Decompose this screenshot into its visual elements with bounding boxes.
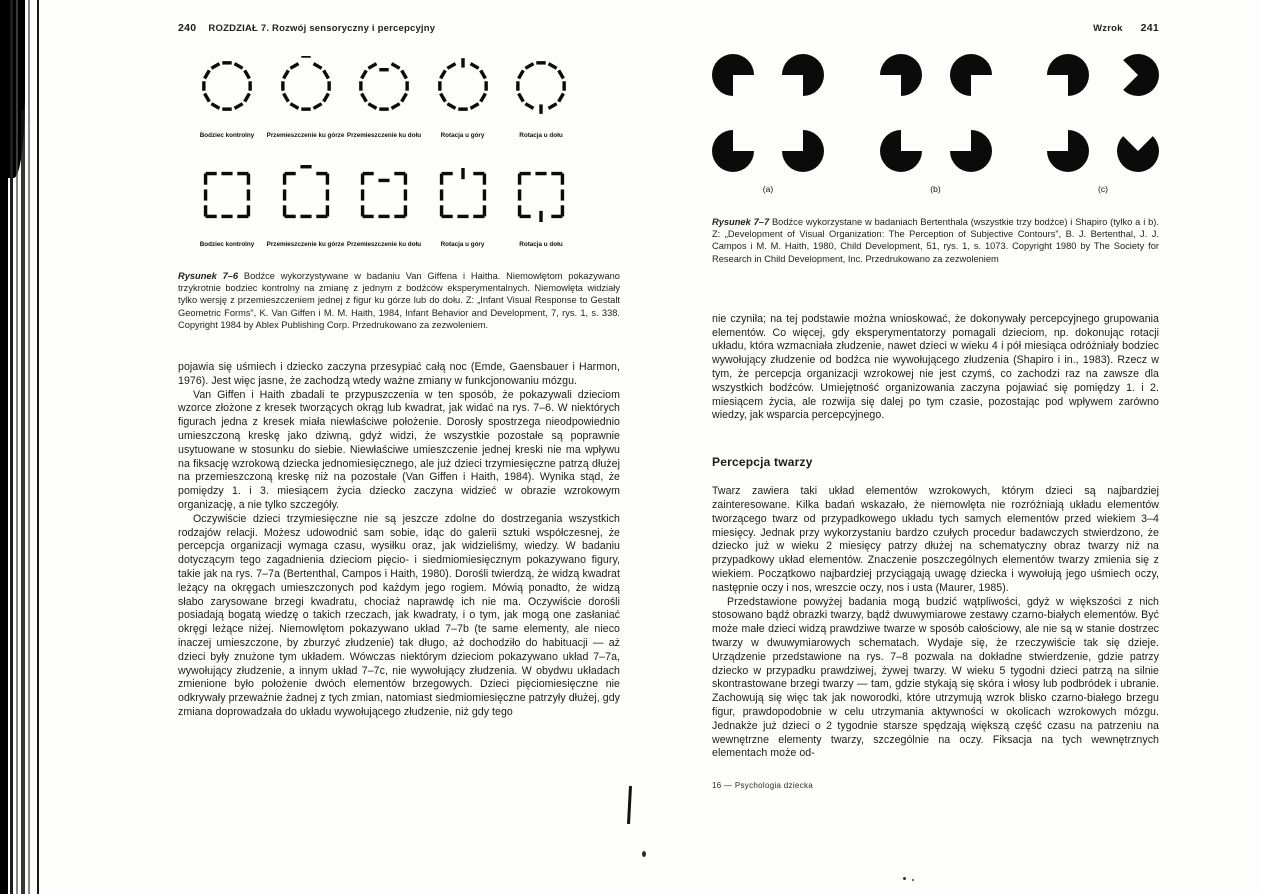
dashed-circle-stimulus [276, 56, 336, 116]
page-footer: 16 — Psychologia dziecka [712, 781, 814, 791]
scan-speck [903, 877, 906, 880]
stimulus-cell [345, 165, 423, 248]
square-stimuli-row [188, 165, 580, 248]
binding-streak [10, 0, 13, 894]
stimulus-cell [188, 56, 266, 139]
left-body-text [178, 361, 620, 720]
body-paragraph: Twarz zawiera taki układ elementów wzrokowych, którym dzieci są najbardziej zainteresowane. Kilka badań wskazało, że niemowlęta nie rozróżniają układu elementów tworzącego twarz od przypadkowego układu tych samych elementów przed wiekiem 3–4 miesięcy. Jednak przy wykorzystaniu bardzo czułych procedur badawczych stwierdzono, że dziecko już w wieku 2 miesięcy patrzy dłużej na schematyczny obraz twarzy niż na przypadkowy układ elementów. Znaczenie poszczególnych elementów twarzy zmienia się z wiekiem. Początkowo najbardziej przyciągają uwagę dziecka i wywołują jego uśmiech oczy, następnie oczy i nos, wreszcie oczy, nos i usta (Maurer, 1985). [712, 485, 1159, 594]
pacman-grid [1047, 54, 1159, 172]
stimulus-label: Przemieszczenie ku górze [266, 241, 345, 248]
stimulus-cell [502, 165, 580, 248]
circle-stimuli-row [188, 56, 580, 139]
group-label: (a) [762, 184, 774, 194]
dashed-square-stimulus [354, 165, 414, 225]
section-heading: Percepcja twarzy [712, 455, 813, 470]
pac-group-a [712, 54, 824, 194]
dashed-circle-stimulus [197, 56, 257, 116]
figure-caption-text: Bodźce wykorzystane w badaniach Bertenthala (wszystkie trzy bodźce) i Shapiro (tylko a i b). Z: „Development of Visual Organization: The Perception of Subjective Contours”, B. J. Bertenthal, J. J. Campos i M. M. Haith, 1980, Child Development, 51, rys. 1, s. 1073. Copyright 1980 by The Society for Research in Child Development, Inc. Przedrukowano za zezwoleniem [712, 217, 1159, 264]
dashed-square-stimulus [276, 165, 336, 225]
stimulus-label: Bodziec kontrolny [199, 132, 255, 139]
dashed-circle-stimulus [354, 56, 414, 116]
stimulus-label: Bodziec kontrolny [199, 241, 255, 248]
running-head-left [178, 22, 620, 34]
stimulus-label: Rotacja u góry [440, 132, 485, 139]
pac-group-c [1047, 54, 1159, 194]
stimulus-cell [502, 56, 580, 139]
stimulus-cell [345, 56, 423, 139]
figure-7-6-caption [178, 270, 620, 331]
figure-7-7-caption [712, 216, 1159, 265]
dashed-square-stimulus [511, 165, 571, 225]
scan-speck [912, 879, 914, 881]
body-paragraph: Oczywiście dzieci trzymiesięczne nie są jeszcze zdolne do dostrzegania wszystkich rodzajów relacji. Możesz udowodnić sam sobie, idąc do galerii sztuki współczesnej, że percepcja organizacji wymaga czasu, wysiłku oraz, jak widzieliśmy, wiedzy. W badaniu dotyczącym tego zagadnienia dzieciom pięcio- i siedmiomiesięcznym pokazywano figury, takie jak na rys. 7–7a (Bertenthal, Campos i Haith, 1980). Dorośli twierdzą, że widzą kwadrat leżący na okręgach umieszczonych pod każdym jego rogiem. Mówią ponadto, że widzą słabo zarysowane brzegi kwadratu, chociaż naprawdę ich nie ma. Oczywiście dorośli posiadają bogatą wiedzę o takich rzeczach, jak kwadraty, i o tym, jak mogą one zasłaniać okręgi leżące niżej. Niemowlętom pokazywano układ 7–7b (te same elementy, ale nieco inaczej umieszczone, by zburzyć złudzenie) tak długo, aż dochodziło do habituacji — aż dzieci były znużone tym układem. Wówczas niektórym dzieciom pokazywano układ 7–7a, wywołujący złudzenie, a innym układ 7–7c, nie wywołujący złudzenia. W obydwu układach zmienione było położenie dwóch elementów brzegowych. Dzieci pięciomiesięczne nie odkrywały przeważnie żadnej z tych zmian, natomiast siedmiomiesięczne patrzyły dłużej, gdy zmiana doprowadzała do układu wywołującego złudzenie, niż gdy tego [178, 512, 620, 718]
body-paragraph: Przedstawione powyżej badania mogą budzić wątpliwości, gdyż w większości z nich stosowano bądź obrazki twarzy, bądź dwuwymiarowe zestawy czarno-białych elementów. Być może małe dzieci widzą prawdziwe twarze w sposób całościowy, ale nie są w stanie dostrzec twarzy w dwuwymiarowych schematach. Wydaje się, że rzeczywiście tak się dzieje. Urządzenie przedstawione na rys. 7–8 pozwala na dokładne stwierdzenie, gdzie patrzy dziecko w przypadku prawdziwej, żywej twarzy. W wieku 5 tygodni dzieci patrzą na silnie skontrastowane brzegi twarzy — tam, gdzie stykają się skóra i włosy lub podbródek i ubranie. Zachowują się więc tak jak noworodki, które utrzymują wzrok blisko czarno-białego brzegu figur, prawdopodobnie w celu utrzymania aktywności w okolicach wzrokowych mózgu. Jednakże już dzieci o 2 tygodnie starsze spędzają większą część czasu na patrzeniu na wewnętrzne elementy twarzy, szczególnie na oczy. Fiksacja na tych wewnętrznych elementach może od- [712, 595, 1159, 760]
dashed-circle-stimulus [511, 56, 571, 116]
page-number: 240 [178, 22, 197, 34]
figure-caption-lead: Rysunek 7–6 [178, 271, 239, 281]
binding-streak [21, 110, 25, 894]
binding-streak [16, 0, 18, 894]
stimulus-label: Rotacja u dołu [519, 132, 563, 139]
page-number: 241 [1140, 22, 1159, 34]
stimulus-label: Przemieszczenie ku dołu [346, 132, 422, 139]
pacman-stimuli-row [712, 54, 1159, 194]
stimulus-label: Przemieszczenie ku górze [266, 132, 345, 139]
chapter-title: ROZDZIAŁ 7. Rozwój sensoryczny i percepcyjny [208, 23, 436, 34]
figure-caption-lead: Rysunek 7–7 [712, 217, 770, 227]
stimulus-cell [267, 56, 345, 139]
section-title: Wzrok [1093, 23, 1123, 34]
body-paragraph: Van Giffen i Haith zbadali te przypuszczenia w ten sposób, że pokazywali dzieciom wzorce złożone z kresek tworzących okrąg lub kwadrat, jak widać na rys. 7–6. W niektórych figurach jedna z kresek miała niewłaściwe położenie. Dorosły spostrzega nieodpowiednio umieszczoną kreskę jako dziwną, gdyż widzi, że wszystkie pozostałe są poprawnie usytuowane w stosunku do siebie. Niewłaściwe umieszczenie jednej kreski nie ma wpływu na fiksację wzrokową dziecka jednomiesięcznego, ale już dzieci trzymiesięczne patrzą dłużej na przemieszczoną kreskę niż na pozostałe (Van Giffen i Haith, 1984). Wynika stąd, że pomiędzy 1. i 3. miesiącem życia dziecko zaczyna widzieć w obrazie wzrokowym organizację, a nie tylko szczegóły. [178, 388, 620, 511]
left-page [178, 22, 620, 720]
figure-7-7 [712, 54, 1159, 265]
body-paragraph: nie czyniła; na tej podstawie można wnioskować, że dokonywały percepcyjnego grupowania elementów. Co więcej, gdy eksperymentatorzy pomagali dzieciom, np. dokonując rotacji układu, która wzmacniała złudzenie, nawet dzieci w wieku 4 i pół miesiąca odróżniały bodziec wywołujący złudzenie od bodźca nie wywołującego złudzenia (Shapiro i in., 1983). Rzecz w tym, że percepcja organizacji wzrokowej nie jest czymś, co zachodzi raz na zawsze dla wszystkich bodźców. Umiejętność organizowania zaczyna pojawiać się pomiędzy 1. i 2. miesiącem życia, ale rozwija się dalej po tym czasie, pozostając pod wpływem zarówno wiedzy, jak wsparcia percepcyjnego. [712, 312, 1159, 422]
right-body-text [712, 313, 1159, 790]
stimulus-cell [424, 165, 502, 248]
center-crease-mark [627, 786, 632, 824]
group-label: (c) [1098, 184, 1108, 194]
pac-group-b [880, 54, 992, 194]
stimulus-cell [267, 165, 345, 248]
group-label: (b) [930, 184, 941, 194]
figure-caption-text: Bodźce wykorzystywane w badaniu Van Giffena i Haitha. Niemowlętom pokazywano trzykrotnie bodziec kontrolny na zmianę z jednym z bodźców eksperymentalnych. Niemowlęta widziały tylko wersję z przemieszczeniem jednej z figur ku górze lub do dołu. Z: „Infant Visual Response to Gestalt Geometric Forms”, K. Van Giffen i M. M. Haith, 1984, Infant Behavior and Development, 7, rys. 1, s. 338. Copyright 1984 by Ablex Publishing Corp. Przedrukowano za zezwoleniem. [178, 271, 620, 330]
stimulus-label: Rotacja u dołu [519, 241, 563, 248]
running-head-right [712, 22, 1159, 34]
dashed-square-stimulus [197, 165, 257, 225]
dashed-circle-stimulus [433, 56, 493, 116]
dashed-square-stimulus [433, 165, 493, 225]
pacman-grid [712, 54, 824, 172]
stimulus-cell [424, 56, 502, 139]
scan-speck [642, 851, 646, 857]
pacman-grid [880, 54, 992, 172]
binding-streak [28, 0, 30, 894]
right-page [712, 22, 1159, 790]
scan-edge-line [37, 0, 39, 894]
stimulus-label: Rotacja u góry [440, 241, 485, 248]
stimulus-label: Przemieszczenie ku dołu [346, 241, 422, 248]
stimulus-cell [188, 165, 266, 248]
body-paragraph: pojawia się uśmiech i dziecko zaczyna przesypiać całą noc (Emde, Gaensbauer i Harmon, 1976). Jest więc jasne, że zachodzą wtedy ważne zmiany w funkcjonowaniu mózgu. [178, 361, 620, 387]
figure-7-6 [178, 56, 620, 331]
